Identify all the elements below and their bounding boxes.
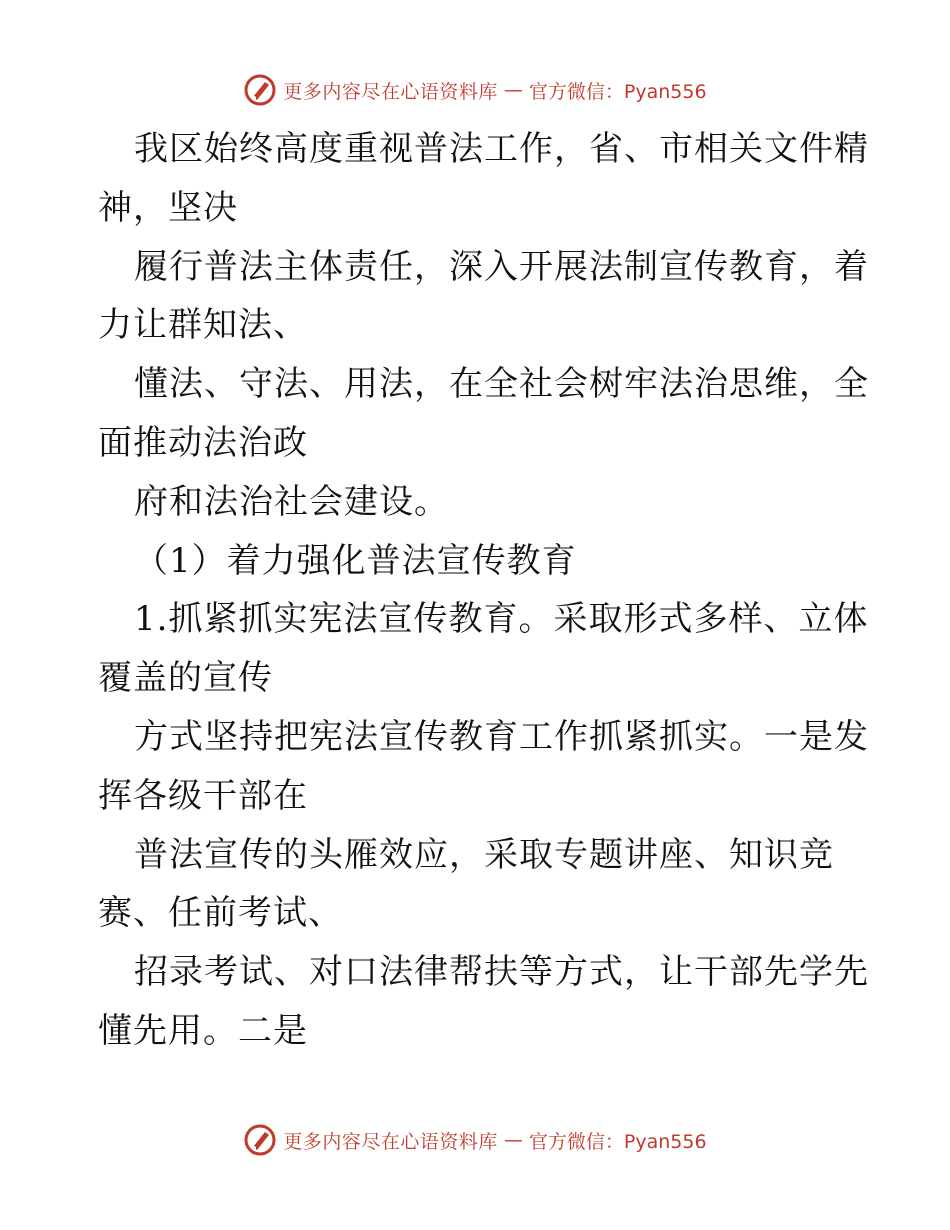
text-line: 覆盖的宣传	[98, 658, 273, 699]
text-line: 懂法、守法、用法，在全社会树牢法治思维，全	[134, 364, 869, 405]
text-line: 普法宣传的头雁效应，采取专题讲座、知识竞	[134, 834, 834, 875]
banner-wechat: 官方微信：Pyan556	[528, 1130, 707, 1153]
text-line: 履行普法主体责任，深入开展法制宣传教育，着	[134, 246, 869, 287]
banner-separator: —	[503, 79, 523, 101]
text-line: 招录考试、对口法律帮扶等方式，让干部先学先	[134, 952, 869, 993]
banner-wechat: 官方微信：Pyan556	[528, 80, 707, 103]
banner-title: 更多内容尽在心语资料库	[283, 1130, 498, 1153]
text-line: 懂先用。二是	[98, 1010, 308, 1051]
text-line: 方式坚持把宪法宣传教育工作抓紧抓实。一是发	[134, 716, 869, 757]
text-line: 1.抓紧抓实宪法宣传教育。采取形式多样、立体	[134, 599, 869, 640]
pen-logo-icon	[243, 1123, 277, 1157]
text-line: （1）着力强化普法宣传教育	[134, 540, 577, 581]
pen-logo-icon	[243, 73, 277, 107]
text-line: 赛、任前考试、	[98, 893, 343, 934]
text-line: 挥各级干部在	[98, 775, 308, 816]
text-line: 力让群知法、	[98, 305, 308, 346]
header-banner	[0, 70, 950, 110]
footer-banner	[0, 1120, 950, 1160]
text-line: 我区始终高度重视普法工作，省、市相关文件精	[134, 129, 869, 169]
text-line: 神，坚决	[98, 187, 238, 228]
text-line: 府和法治社会建设。	[134, 481, 449, 522]
document-body	[98, 120, 869, 1061]
banner-title: 更多内容尽在心语资料库	[283, 80, 498, 103]
banner-separator: —	[503, 1129, 523, 1151]
text-line: 面推动法治政	[98, 422, 308, 463]
